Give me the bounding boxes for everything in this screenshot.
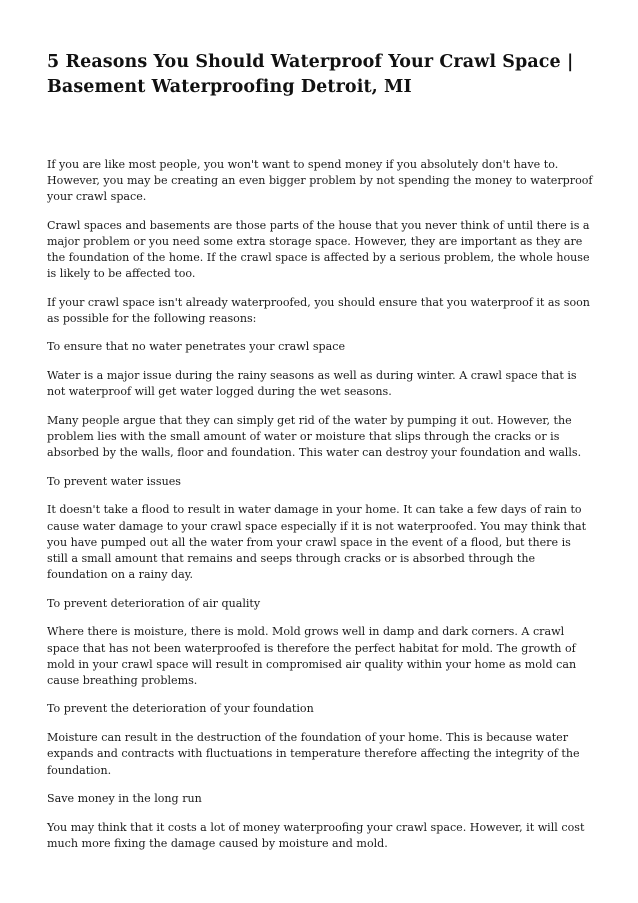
paragraph-reasons-intro: If your crawl space isn't already waterproofed, you should ensure that you waterproof it as soon as possible for the following reasons: [47,295,590,325]
paragraph-water-issue: Water is a major issue during the rainy seasons as well as during winter. A crawl space that is not waterproof will get water logged during the wet seasons. [47,369,577,399]
paragraph-mold: Where there is moisture, there is mold. Mold grows well in damp and dark corners. A crawl space that has not been waterproofed is therefore the perfect habitat for mold. The growth of mold in your crawl space will result in compromised air quality within your home as mold can cause breathing problems. [47,625,577,687]
paragraph-intro: If you are like most people, you won't want to spend money if you absolutely don't have to. However, you may be creating an even bigger problem by not spending the money to waterproof your crawl space. [47,158,593,204]
section-heading-save-money: Save money in the long run [47,791,202,805]
section-heading-water-penetration: To ensure that no water penetrates your crawl space [47,340,346,354]
paragraph-flood: It doesn't take a flood to result in water damage in your home. It can take a few days of rain to cause water damage to your crawl space especially if it is not waterproofed. You may think that you have pumped out all the water from your crawl space in the event of a flood, but there is still a small amount that remains and seeps through cracks or is absorbed through the foundation on a rainy day. [47,503,587,582]
paragraph-crawl-spaces: Crawl spaces and basements are those parts of the house that you never think of until there is a major problem or you need some extra storage space. However, they are important as they are the foundation of the home. If the crawl space is affected by a serious problem, the whole house is likely to be affected too. [47,218,590,281]
section-heading-foundation: To prevent the deterioration of your foundation [47,702,314,716]
paragraph-pumping: Many people argue that they can simply get rid of the water by pumping it out. However, the problem lies with the small amount of water or moisture that slips through the cracks or is absorbed by the walls, floor and foundation. This water can destroy your foundation and walls. [47,413,582,460]
section-heading-air-quality: To prevent deterioration of air quality [47,596,261,610]
paragraph-cost: You may think that it costs a lot of money waterproofing your crawl space. However, it will cost much more fixing the damage caused by moisture and mold. [47,820,585,850]
section-heading-water-issues: To prevent water issues [47,474,181,488]
page-title: 5 Reasons You Should Waterproof Your Crawl Space | Basement Waterproofing Detroit, MI [47,52,574,97]
document-body [47,157,594,852]
paragraph-moisture: Moisture can result in the destruction of the foundation of your home. This is because water expands and contracts with fluctuations in temperature therefore affecting the integrity of the foundation. [47,731,580,777]
